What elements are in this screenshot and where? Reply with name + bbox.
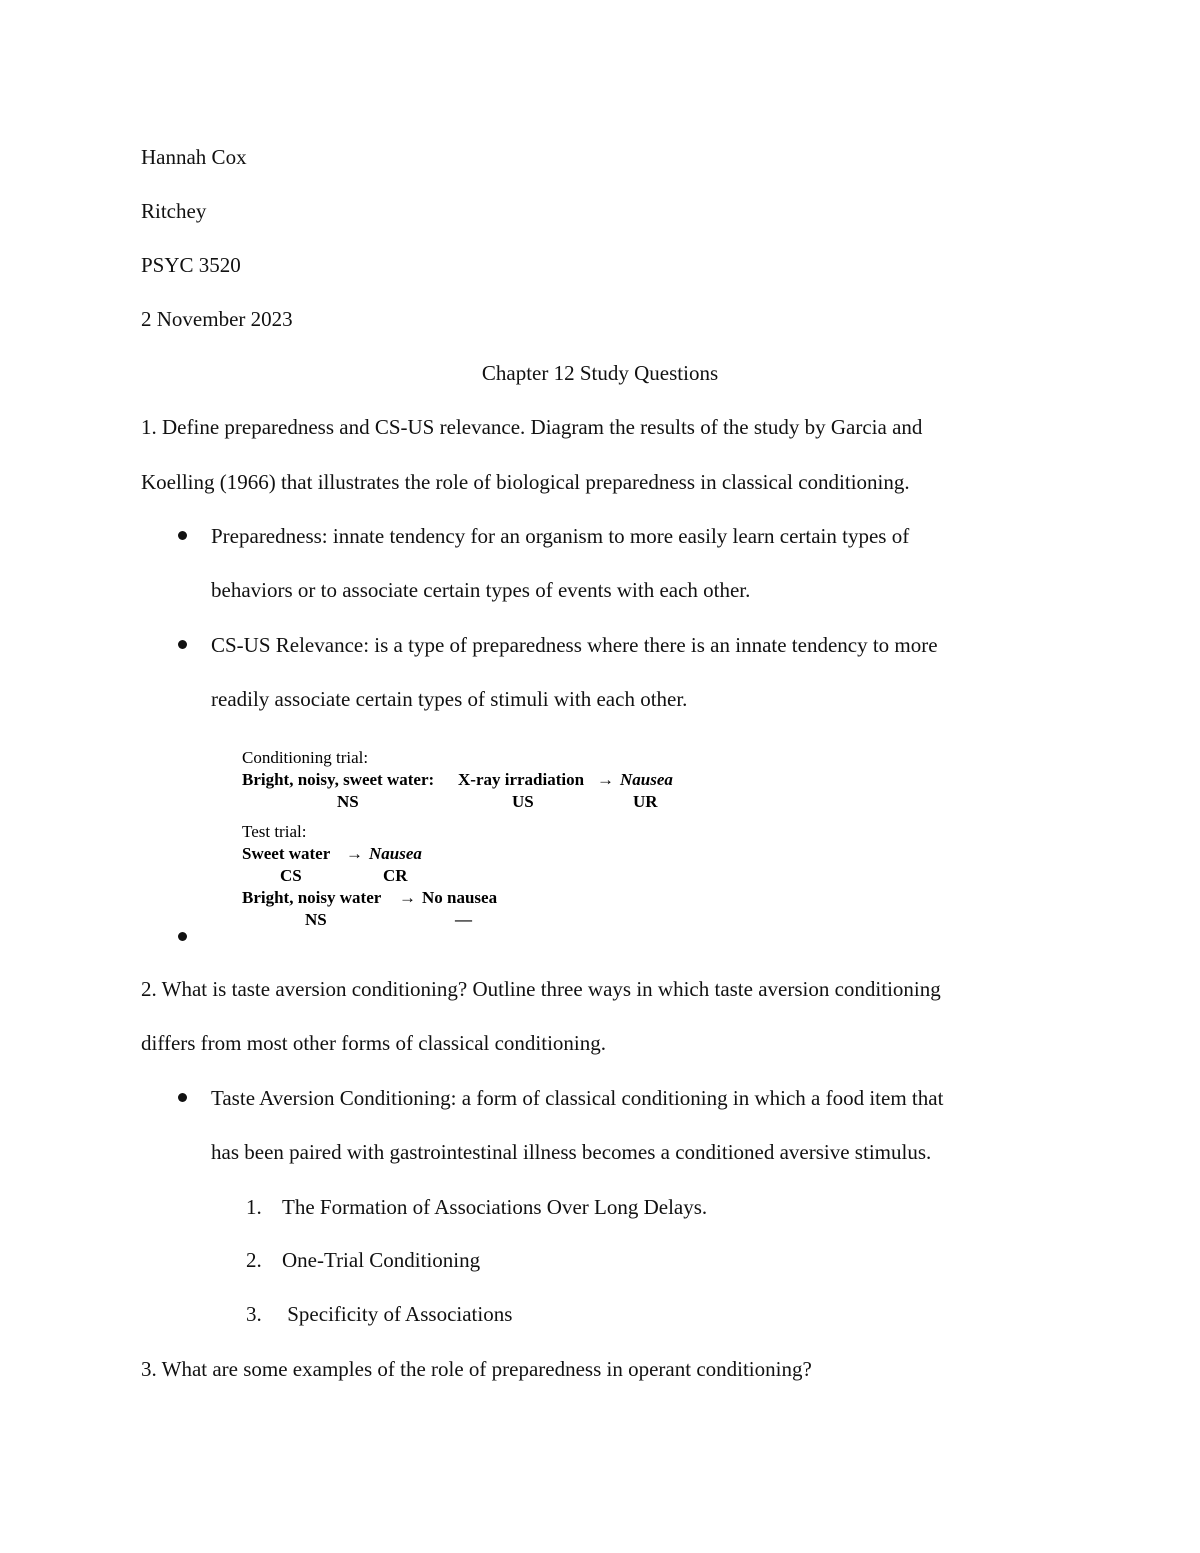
- diagram-conditioning-heading: Conditioning trial:: [242, 748, 369, 767]
- diagram-cond-stimulus: Bright, noisy, sweet water:: [242, 770, 435, 789]
- list-number: 2.: [246, 1248, 262, 1272]
- course-code: PSYC 3520: [141, 253, 241, 277]
- diagram-test1-response: Nausea: [369, 844, 422, 863]
- bullet-cs-us-line-1: CS-US Relevance: is a type of preparedness where there is an innate tendency to more: [211, 633, 938, 657]
- diagram-cond-response: Nausea: [620, 770, 673, 789]
- instructor-name: Ritchey: [141, 199, 207, 223]
- list-item: Specificity of Associations: [282, 1302, 513, 1326]
- diagram-test2-response: No nausea: [422, 888, 498, 907]
- bullet-icon: [178, 932, 187, 941]
- list-number: 3.: [246, 1302, 262, 1326]
- question-1-line-2: Koelling (1966) that illustrates the role of biological preparedness in classical conditioning.: [141, 470, 910, 494]
- conditioning-diagram: [242, 744, 702, 934]
- question-2-line-1: 2. What is taste aversion conditioning? Outline three ways in which taste aversion conditioning: [141, 977, 941, 1001]
- document-title: Chapter 12 Study Questions: [481, 361, 719, 385]
- diagram-test1-stimulus: Sweet water: [242, 844, 331, 863]
- bullet-icon: [178, 1093, 187, 1102]
- diagram-label-cs: CS: [280, 866, 302, 885]
- list-number: 1.: [246, 1195, 262, 1219]
- bullet-preparedness-line-1: Preparedness: innate tendency for an organism to more easily learn certain types of: [211, 524, 910, 548]
- document-date: 2 November 2023: [141, 307, 293, 331]
- bullet-icon: [178, 531, 187, 540]
- diagram-label-ns: NS: [337, 792, 359, 811]
- diagram-label-none: —: [455, 910, 472, 929]
- diagram-test-heading: Test trial:: [242, 822, 307, 841]
- list-item: One-Trial Conditioning: [282, 1248, 481, 1272]
- question-3-line-1: 3. What are some examples of the role of preparedness in operant conditioning?: [141, 1357, 812, 1381]
- diagram-arrow: →: [597, 770, 614, 789]
- question-1-line-1: 1. Define preparedness and CS-US relevance. Diagram the results of the study by Garcia and: [141, 415, 923, 439]
- diagram-test2-stimulus: Bright, noisy water: [242, 888, 382, 907]
- diagram-arrow: →: [346, 844, 363, 863]
- list-item: The Formation of Associations Over Long Delays.: [282, 1195, 708, 1219]
- student-name: Hannah Cox: [141, 145, 247, 169]
- bullet-taste-aversion-line-1: Taste Aversion Conditioning: a form of classical conditioning in which a food item that: [211, 1086, 944, 1110]
- diagram-label-ns-test: NS: [305, 910, 327, 929]
- question-2-line-2: differs from most other forms of classical conditioning.: [141, 1031, 607, 1055]
- diagram-label-ur: UR: [633, 792, 658, 811]
- bullet-icon: [178, 640, 187, 649]
- diagram-arrow: →: [399, 888, 416, 907]
- bullet-preparedness-line-2: behaviors or to associate certain types of events with each other.: [211, 578, 751, 602]
- bullet-cs-us-line-2: readily associate certain types of stimuli with each other.: [211, 687, 688, 711]
- diagram-label-us: US: [512, 792, 534, 811]
- diagram-cond-us: X-ray irradiation: [458, 770, 585, 789]
- bullet-taste-aversion-line-2: has been paired with gastrointestinal illness becomes a conditioned aversive stimulus.: [211, 1140, 932, 1164]
- diagram-label-cr: CR: [383, 866, 408, 885]
